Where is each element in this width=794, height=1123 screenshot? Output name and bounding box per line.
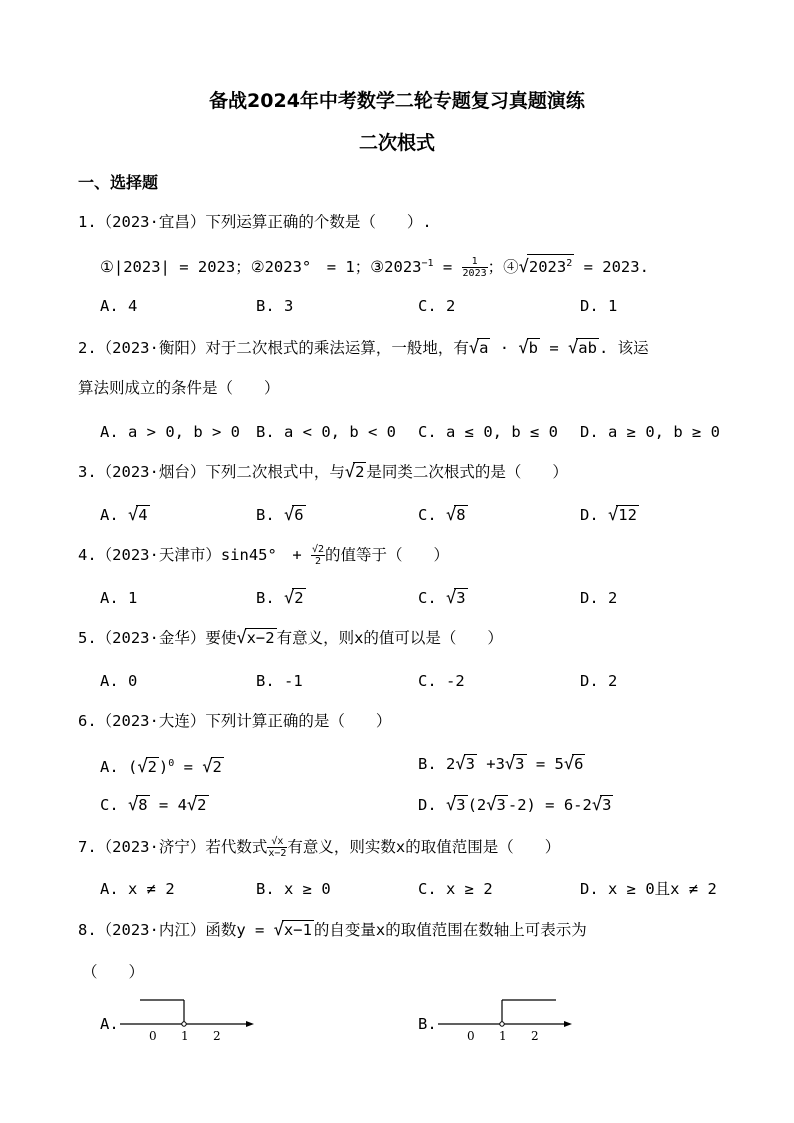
q6-option-b: B. 2√3 +3√3 = 5√6 <box>418 754 584 774</box>
question-1-stem: 1.（2023·宜昌）下列运算正确的个数是（ ）. <box>78 213 432 231</box>
question-8-stem: 8.（2023·内江）函数y = √x−1 的自变量x的取值范围在数轴上可表示为 <box>78 920 587 940</box>
q8-option-b: B. <box>418 1015 437 1033</box>
tick-label: 2 <box>213 1029 221 1043</box>
page-subtitle: 二次根式 <box>358 132 435 154</box>
question-7-stem: 7.（2023·济宁）若代数式 $\frac{√x}{x-2}$ 有意义，则实数x的取值范围是（ ） <box>78 836 561 859</box>
page-title: 备战2024年中考数学二轮专题复习真题演练 <box>209 90 585 112</box>
q2-option-d: D. a ≥ 0, b ≥ 0 <box>580 423 720 441</box>
q7-option-a: A. x ≠ 2 <box>100 880 175 898</box>
question-5-stem: 5.（2023·金华）要使√x−2 有意义，则x的值可以是（ ） <box>78 628 503 648</box>
tick-label: 0 <box>467 1029 475 1043</box>
q5-option-a: A. 0 <box>100 672 138 690</box>
q8-number-line-a <box>120 994 260 1044</box>
q5-option-d: D. 2 <box>580 672 618 690</box>
q7-option-c: C. x ≥ 2 <box>418 880 493 898</box>
tick-label: 1 <box>499 1029 507 1043</box>
tick-label: 1 <box>181 1029 189 1043</box>
q7-option-b: B. x ≥ 0 <box>256 880 331 898</box>
q2-option-c: C. a ≤ 0, b ≤ 0 <box>418 423 558 441</box>
radical-icon: √ <box>518 257 529 278</box>
question-3-stem: 3.（2023·烟台）下列二次根式中，与√2 是同类二次根式的是（ ） <box>78 462 568 482</box>
q7-option-d: D. x ≥ 0且x ≠ 2 <box>580 880 717 898</box>
q6-option-d: D. √3 (2√3 -2) = 6-2√3 <box>418 795 612 815</box>
question-4-stem: 4.（2023·天津市）sin45° + $\frac{√2}{2}$ 的值等于（ ） <box>78 544 450 567</box>
section-heading: 一、选择题 <box>78 173 159 192</box>
q3-option-d: D. √12 <box>580 505 637 525</box>
q8-option-a: A. <box>100 1015 119 1033</box>
tick-label: 2 <box>531 1029 539 1043</box>
q2-option-a: A. a > 0, b > 0 <box>100 423 240 441</box>
q2-option-b: B. a < 0, b < 0 <box>256 423 396 441</box>
q4-option-d: D. 2 <box>580 589 618 607</box>
q3-option-c: C. √8 <box>418 505 466 525</box>
question-2-stem: 2.（2023·衡阳）对于二次根式的乘法运算，一般地，有√a · √b = √ab . 该运 <box>78 338 649 358</box>
question-8-stem-2: （ ） <box>82 963 145 981</box>
q6-option-a: A. (√2 )$^0$ = √2 <box>100 757 222 778</box>
q5-option-c: C. -2 <box>418 672 465 690</box>
q1-option-d: D. 1 <box>580 297 618 315</box>
tick-label: 0 <box>149 1029 157 1043</box>
q6-option-c: C. √8 = 4√2 <box>100 795 207 815</box>
q8-number-line-b <box>438 994 578 1044</box>
q1-option-c: C. 2 <box>418 297 456 315</box>
q4-option-c: C. √3 <box>418 588 466 608</box>
question-6-stem: 6.（2023·大连）下列计算正确的是（ ） <box>78 712 392 730</box>
q4-option-a: A. 1 <box>100 589 138 607</box>
q1-option-b: B. 3 <box>256 297 294 315</box>
q5-option-b: B. -1 <box>256 672 303 690</box>
question-1-expression: ①|2023| = 2023；②2023° = 1；$③2023^{-1}$ = $\frac{1}{2023}$ ；$④√2023^2 = 2023$. <box>100 252 649 279</box>
q3-option-a: A. √4 <box>100 505 148 525</box>
question-2-stem-2: 算法则成立的条件是（ ） <box>78 379 280 397</box>
fraction: $\frac{1}{2023}$ <box>462 256 487 280</box>
q3-option-b: B. √6 <box>256 505 304 525</box>
q4-option-b: B. √2 <box>256 588 304 608</box>
q1-option-a: A. 4 <box>100 297 138 315</box>
